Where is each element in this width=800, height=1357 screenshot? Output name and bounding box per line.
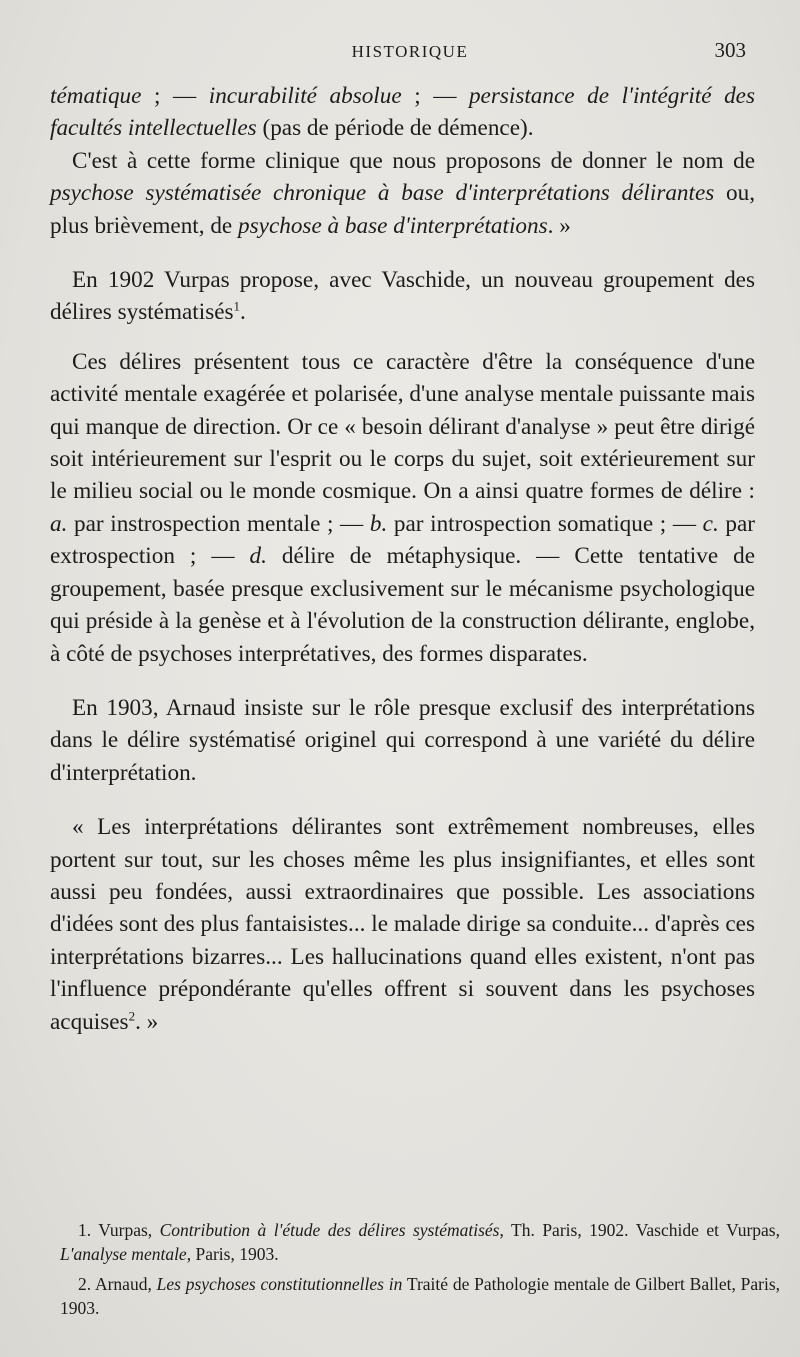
running-head: HISTORIQUE: [351, 42, 469, 61]
p4-text-1: Ces délires présentent tous ce caractère d'être la conséquence d'une activité mentale exagérée et polarisée, d'une analyse mentale puissante mais qui manque de direction. Or ce « besoin délirant d'analyse » peut être dirigé soit intérieurement sur l'esprit ou le corps du sujet, soit extérieurement sur le milieu social ou le monde cosmique. On a ainsi quatre formes de délire :: [50, 348, 755, 505]
p1-italic-5: persistance de l'intégrité des facultés intellectuelles: [50, 83, 755, 142]
footnote-2-italic-2: Les psychoses constitutionnelles in: [156, 1274, 403, 1294]
p4-letter-c: c.: [702, 510, 719, 537]
footnote-1-number: 1.: [78, 1220, 92, 1240]
p2-text-5: . »: [547, 212, 571, 239]
footnote-2-text-1: Arnaud,: [91, 1274, 157, 1294]
p6-text-2: . »: [135, 1008, 159, 1035]
footnote-1: [60, 1218, 780, 1266]
footnote-1-italic-4: L'analyse mentale: [60, 1244, 187, 1264]
paragraph-3: [50, 264, 755, 329]
p4-letter-b: b.: [369, 510, 388, 537]
p1-text-2: ; —: [141, 83, 209, 109]
p4-letter-d: d.: [249, 543, 267, 570]
footnotes: [60, 1218, 780, 1326]
footnote-1-text-5: , Paris, 1903.: [186, 1244, 279, 1264]
p2-italic-4: psychose à base d'interprétations: [238, 212, 548, 239]
p4-text-3: par instrospection mentale ; —: [67, 510, 370, 537]
footnote-1-text-1: Vurpas,: [91, 1220, 160, 1240]
paragraph-4: [50, 346, 755, 670]
p3-text-1: En 1902 Vurpas propose, avec Vaschide, un nouveau groupement des délires systématisés: [50, 267, 755, 326]
footnote-2-text-3: Traité de Pathologie mentale de Gilbert Ballet, Paris, 1903.: [60, 1274, 780, 1318]
paragraph-6: [50, 811, 755, 1038]
p4-text-7: par extrospection ; —: [50, 510, 756, 570]
footnote-1-text-3: , Th. Paris, 1902. Vaschide et Vurpas,: [499, 1220, 780, 1240]
p4-text-9: délire de métaphysique. — Cette tentative de groupement, basée presque exclusivement sur le mécanisme psychologique qui préside à la genèse et à l'évolution de la construction délirante, englobe, à côté de psychoses interprétatives, des formes disparates.: [50, 543, 756, 667]
p3-text-2: .: [240, 299, 246, 326]
p2-text-3: ou, plus brièvement, de: [50, 180, 755, 239]
page-header: [60, 38, 760, 68]
page-number: 303: [714, 38, 746, 62]
p1-text-4: ; —: [401, 83, 469, 109]
p1-italic-3: incurabilité absolue: [208, 83, 402, 109]
p4-letter-a: a.: [50, 510, 68, 537]
p6-text-1: « Les interprétations délirantes sont extrêmement nombreuses, elles portent sur tout, sur les choses même les plus insignifiantes, et elles sont aussi peu fondées, aussi extraordinaires que possible. Les associations d'idées sont des plus fantaisistes... le malade dirige sa conduite... d'après ces interprétations bizarres... Les hallucinations quand elles existent, n'ont pas l'influence prépondérante qu'elles offrent si souvent dans les psychoses acquises: [50, 814, 755, 1035]
footnote-ref-1: 1: [233, 298, 241, 314]
paragraph-5: [50, 692, 755, 789]
footnote-2-number: 2.: [78, 1274, 92, 1294]
p2-italic-2: psychose systématisée chronique à base d'interprétations délirantes: [50, 180, 715, 207]
p1-italic-1: tématique: [50, 83, 142, 109]
p2-text-1: C'est à cette forme clinique que nous proposons de donner le nom de: [72, 147, 755, 174]
footnote-ref-2: 2: [128, 1007, 136, 1023]
p1-text-6: (pas de période de démence).: [256, 115, 534, 142]
footnote-1-italic-2: Contribution à l'étude des délires systématisés: [159, 1220, 500, 1240]
paragraph-1: [50, 80, 755, 145]
p4-text-5: par introspection somatique ; —: [387, 510, 703, 537]
p5-text-1: En 1903, Arnaud insiste sur le rôle presque exclusif des interprétations dans le délire systématisé originel qui correspond à une variété du délire d'interprétation.: [50, 694, 755, 786]
footnote-2: [60, 1272, 780, 1320]
body-text: [50, 80, 755, 1038]
paragraph-2: [50, 145, 755, 242]
